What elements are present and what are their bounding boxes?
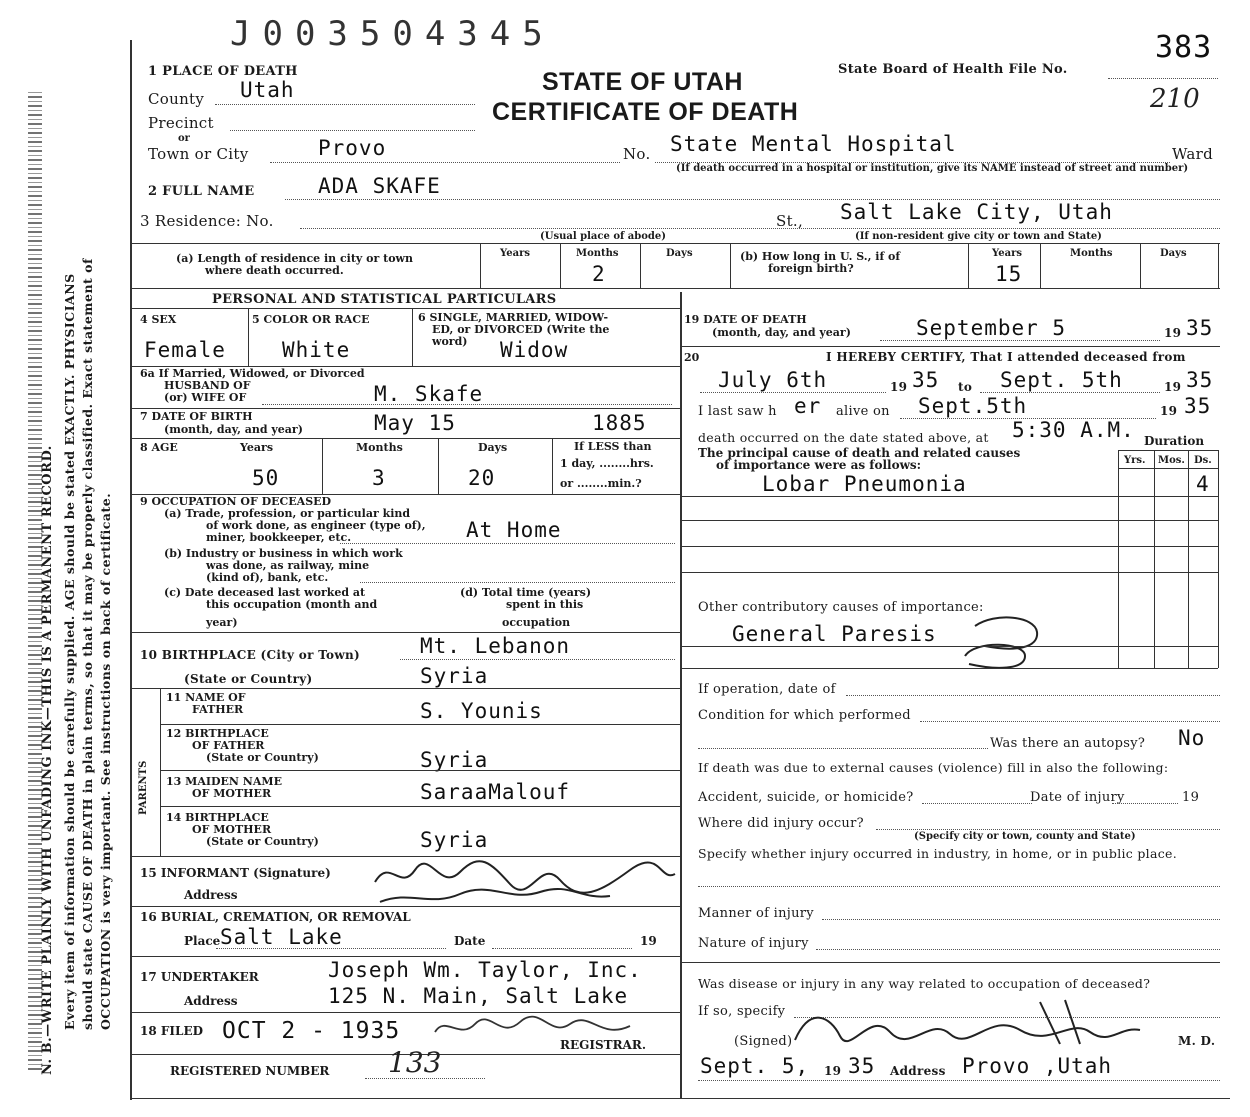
age-months-label: Months (356, 441, 403, 454)
registered-value: 133 (388, 1046, 442, 1079)
age-years-value: 50 (252, 466, 280, 490)
accident-line (922, 803, 1032, 804)
res-col-7 (1140, 243, 1141, 288)
usual-abode-note: (Usual place of abode) (540, 231, 666, 242)
sex-col (248, 308, 249, 366)
age-col-1 (322, 438, 323, 494)
nature-label: Nature of injury (698, 936, 809, 951)
alive-label: alive on (836, 404, 890, 419)
occupation-d3: occupation (502, 616, 571, 629)
res-col-1 (480, 243, 481, 288)
condition-label: Condition for which performed (698, 708, 911, 723)
row-rule-6 (130, 688, 680, 689)
foreign-months-header: Months (1070, 248, 1113, 259)
occupation-heading: 9 OCCUPATION OF DECEASED (140, 495, 332, 508)
duration-yrs: Yrs. (1124, 455, 1146, 466)
certify-from-line (700, 392, 886, 393)
occupation-a1: (a) Trade, profession, or particular kind (164, 507, 411, 520)
age-label: 8 AGE (140, 441, 178, 454)
occupation-value: At Home (466, 518, 562, 542)
burial-place-value: Salt Lake (220, 925, 343, 949)
undertaker-address-label: Address (184, 994, 238, 1008)
years-header: Years (500, 248, 531, 259)
age-col-3 (552, 438, 553, 494)
parents-side-label: PARENTS (138, 760, 149, 815)
personal-heading-rule (130, 308, 680, 309)
left-border (130, 40, 132, 1100)
parents-rule-2 (160, 770, 680, 771)
town-line (270, 162, 620, 163)
row-rule-2 (130, 408, 680, 409)
state-title: STATE OF UTAH (542, 68, 743, 96)
duration-col-2 (1154, 450, 1155, 668)
occupation-b1: (b) Industry or business in which work (164, 547, 403, 560)
county-label: County (148, 90, 205, 108)
personal-heading: PERSONAL AND STATISTICAL PARTICULARS (212, 292, 557, 307)
certify-text: I HEREBY CERTIFY, That I attended deceased from (826, 350, 1186, 364)
father-name-value: S. Younis (420, 699, 543, 723)
side-note-1: N. B.—WRITE PLAINLY WITH UNFADING INK—THIS IS A PERMANENT RECORD. (40, 445, 55, 1075)
operation-date-line (846, 695, 1220, 696)
cause-value: Lobar Pneumonia (762, 472, 967, 496)
months-header: Months (576, 248, 619, 259)
res-col-8 (1218, 243, 1219, 288)
cause-days-value: 4 (1196, 472, 1210, 496)
external-intro: If death was due to external causes (violence) fill in also the following: (698, 760, 1169, 775)
foreign-years-header: Years (992, 248, 1023, 259)
certify-to-label: to (958, 380, 973, 394)
filed-label: 18 FILED (140, 1024, 203, 1038)
occupation-d2: spent in this (506, 598, 584, 611)
spouse-label-b: HUSBAND OF (164, 379, 251, 392)
age-months-value: 3 (372, 466, 386, 490)
death-date-label-b: (month, day, and year) (712, 326, 851, 339)
injury-date-label: Date of injury (1030, 790, 1125, 805)
top-right-number: 383 (1155, 30, 1213, 65)
age-days-value: 20 (468, 466, 496, 490)
duration-mos: Mos. (1158, 455, 1185, 466)
side-note-4: OCCUPATION is very important. See instructions on back of certificate. (98, 492, 113, 1030)
autopsy-lead-line (698, 748, 988, 749)
duration-head-rule (1118, 468, 1218, 469)
informant-address-label: Address (184, 888, 238, 902)
certify-to-year: 35 (1186, 368, 1214, 392)
full-name-value: ADA SKAFE (318, 174, 441, 198)
res-col-5 (968, 243, 969, 288)
sex-label: 4 SEX (140, 313, 177, 326)
side-margin (0, 0, 130, 1117)
contrib-annotation (955, 612, 1045, 670)
informant-signature (370, 852, 680, 908)
occurred-label: death occurred on the date stated above, at (698, 430, 989, 445)
spouse-value: M. Skafe (374, 382, 484, 406)
injury-year-label: 19 (1182, 790, 1200, 805)
town-value: Provo (318, 136, 387, 160)
death-time: 5:30 A.M. (1012, 418, 1135, 442)
manner-label: Manner of injury (698, 906, 814, 921)
residence-st-label: St., (776, 212, 804, 230)
residence-line (300, 228, 1220, 229)
occupation-a3: miner, bookkeeper, etc. (206, 531, 352, 544)
accident-label: Accident, suicide, or homicide? (698, 790, 914, 805)
marital-label-a: 6 SINGLE, MARRIED, WIDOW- (418, 311, 609, 324)
cause-rule-3 (680, 546, 1218, 547)
nonresident-note: (If non-resident give city or town and State) (855, 231, 1102, 242)
burial-place-line (216, 948, 446, 949)
death-year-value: 35 (1186, 316, 1214, 340)
town-label: Town or City (148, 145, 249, 163)
father-bp-label-b: OF FATHER (192, 739, 265, 752)
cause-rule-2 (680, 520, 1218, 521)
birthplace-state-label: (State or Country) (184, 672, 313, 686)
certify-from-year: 35 (912, 368, 940, 392)
right-rule-1 (680, 346, 1220, 347)
file-no-line (1108, 78, 1218, 79)
side-note-2: Every item of information should be carefully supplied. AGE should be stated EXACTLY. PHYSICIANS (62, 273, 77, 1030)
spouse-line (262, 404, 672, 405)
right-rule-2 (680, 962, 1220, 963)
signature-address: Provo ,Utah (962, 1054, 1113, 1078)
county-value: Utah (240, 78, 295, 102)
age-years-label: Years (240, 441, 274, 454)
parents-rule-3 (160, 806, 680, 807)
specify-label: Specify whether injury occurred in industry, in home, or in public place. (698, 846, 1177, 861)
occupation-c3: year) (206, 616, 238, 629)
birth-date-label-b: (month, day, and year) (164, 423, 303, 436)
last-saw-fill: er (794, 394, 822, 418)
occupation-b2: was done, as railway, mine (206, 559, 370, 572)
length-label-b: where death occurred. (205, 264, 344, 277)
age-less-b: 1 day, ........hrs. (560, 457, 654, 470)
father-bp-value: Syria (420, 748, 489, 772)
mother-bp-value: Syria (420, 828, 489, 852)
undertaker-label: 17 UNDERTAKER (140, 970, 259, 984)
manner-line (822, 919, 1220, 920)
institution-value: State Mental Hospital (670, 132, 957, 156)
registrar-label: REGISTRAR. (560, 1038, 647, 1052)
signature-date: Sept. 5, (700, 1054, 810, 1078)
injury-date-line (1112, 803, 1178, 804)
last-saw-year: 35 (1184, 394, 1212, 418)
occ-related-label: Was disease or injury in any way related to occupation of deceased? (698, 976, 1151, 991)
where-line (876, 829, 1220, 830)
residence-box-bottom (130, 288, 1220, 289)
undertaker-address: 125 N. Main, Salt Lake (328, 984, 629, 1008)
contrib-label: Other contributory causes of importance: (698, 600, 984, 615)
length-months-value: 2 (592, 262, 606, 286)
spouse-label-c: (or) WIFE OF (164, 391, 247, 404)
condition-line (920, 721, 1220, 722)
death-year-prefix: 19 (1164, 326, 1182, 340)
foreign-label-b: foreign birth? (768, 262, 854, 275)
spouse-label-a: 6a If Married, Widowed, or Divorced (140, 367, 365, 380)
death-date-line (880, 340, 1160, 341)
row-rule-5 (130, 632, 680, 633)
certify-from: July 6th (718, 368, 828, 392)
parents-rule-1 (160, 724, 680, 725)
birthplace-label: 10 BIRTHPLACE (City or Town) (140, 648, 360, 662)
birthplace-city: Mt. Lebanon (420, 634, 571, 658)
birthplace-country: Syria (420, 664, 489, 688)
birth-date-label-a: 7 DATE OF BIRTH (140, 410, 253, 423)
serial-number: J003504345 (230, 14, 555, 54)
certify-from-year-prefix: 19 (890, 380, 908, 394)
birth-date-value: May 15 (374, 411, 456, 435)
duration-col-1 (1118, 450, 1119, 668)
last-saw-label: I last saw h (698, 404, 777, 419)
age-less-a: If LESS than (574, 440, 652, 453)
md-label: M. D. (1178, 1034, 1216, 1048)
registered-label: REGISTERED NUMBER (170, 1064, 330, 1078)
ward-label: Ward (1172, 145, 1214, 163)
nature-line (816, 949, 1220, 950)
marital-label-b: ED, or DIVORCED (Write the (432, 323, 610, 336)
death-date-value: September 5 (916, 316, 1067, 340)
undertaker-value: Joseph Wm. Taylor, Inc. (328, 958, 642, 982)
res-col-4 (730, 243, 731, 288)
hospital-note: (If death occurred in a hospital or institution, give its NAME instead of street and number) (676, 163, 1189, 174)
age-days-label: Days (478, 441, 508, 454)
mother-name-label-a: 13 MAIDEN NAME (166, 775, 282, 788)
where-note: (Specify city or town, county and State) (914, 831, 1136, 842)
cause-rule-6 (680, 668, 1218, 669)
occupation-line-b (360, 582, 675, 583)
center-divider (680, 292, 682, 1098)
specify-line (698, 886, 1220, 887)
duration-col-3 (1188, 450, 1189, 668)
death-date-label-a: 19 DATE OF DEATH (684, 313, 807, 326)
row-rule-9 (130, 956, 680, 957)
cause-rule-4 (680, 572, 1218, 573)
autopsy-label: Was there an autopsy? (990, 736, 1146, 751)
full-name-label: 2 FULL NAME (148, 184, 255, 199)
age-col-2 (438, 438, 439, 494)
row-rule-3 (130, 438, 680, 439)
father-name-label-a: 11 NAME OF (166, 691, 246, 704)
certificate-title: CERTIFICATE OF DEATH (492, 98, 799, 126)
duration-ds: Ds. (1194, 455, 1212, 466)
foreign-years-value: 15 (995, 262, 1023, 286)
residence-value: Salt Lake City, Utah (840, 200, 1113, 224)
occupation-a2: of work done, as engineer (type of), (206, 519, 426, 532)
side-note-3: should state CAUSE OF DEATH in plain terms, so that it may be properly classified. Exact statement of (80, 258, 95, 1030)
signature-year-prefix: 19 (824, 1064, 842, 1078)
mother-bp-label-c: (State or Country) (206, 835, 319, 848)
bottom-border (130, 1098, 1230, 1099)
informant-label: 15 INFORMANT (Signature) (140, 866, 331, 880)
cause-label-b: of importance were as follows: (716, 458, 922, 472)
foreign-label-a: (b) How long in U. S., if of (740, 250, 901, 263)
burial-place-label: Place (184, 934, 221, 948)
father-bp-label-c: (State or Country) (206, 751, 319, 764)
last-saw-year-prefix: 19 (1160, 404, 1178, 418)
cause-rule-1 (680, 496, 1218, 497)
or-label: or (178, 133, 190, 144)
mother-bp-label-b: OF MOTHER (192, 823, 272, 836)
where-label: Where did injury occur? (698, 816, 864, 831)
signature-address-label: Address (890, 1064, 946, 1078)
contrib-value: General Paresis (732, 622, 937, 646)
res-col-3 (640, 243, 641, 288)
no-label: No. (623, 145, 651, 163)
filed-value: OCT 2 - 1935 (222, 1018, 401, 1044)
mother-name-value: SaraaMalouf (420, 780, 571, 804)
color-label: 5 COLOR OR RACE (252, 313, 370, 326)
res-col-6 (1040, 243, 1041, 288)
father-bp-label-a: 12 BIRTHPLACE (166, 727, 269, 740)
foreign-days-header: Days (1160, 248, 1187, 259)
residence-box-top (130, 243, 1220, 244)
sex-value: Female (144, 338, 226, 362)
file-no-label: State Board of Health File No. (838, 62, 1068, 77)
parents-col (160, 688, 161, 856)
res-col-2 (560, 243, 561, 288)
certify-num: 20 (684, 351, 700, 364)
certify-to: Sept. 5th (1000, 368, 1123, 392)
signed-label: (Signed) (734, 1034, 793, 1049)
registered-line (365, 1078, 485, 1079)
signature-line (698, 1080, 1220, 1081)
age-less-c: or ........min.? (560, 477, 642, 490)
burial-label: 16 BURIAL, CREMATION, OR REMOVAL (140, 910, 411, 924)
burial-year-label: 19 (640, 934, 657, 948)
occupation-b3: (kind of), bank, etc. (206, 571, 329, 584)
residence-label: 3 Residence: No. (140, 212, 274, 230)
color-value: White (282, 338, 351, 362)
precinct-line (230, 130, 475, 131)
last-saw-value: Sept.5th (918, 394, 1028, 418)
duration-top (1118, 450, 1218, 451)
burial-date-line (492, 948, 632, 949)
cause-label-a: The principal cause of death and related causes (698, 446, 1021, 460)
file-no-value: 210 (1150, 84, 1200, 114)
autopsy-value: No (1178, 726, 1206, 750)
operation-date-label: If operation, date of (698, 682, 836, 697)
birthplace-city-line (400, 659, 675, 660)
duration-label: Duration (1144, 434, 1205, 448)
signature-year: 35 (848, 1054, 876, 1078)
occupation-d1: (d) Total time (years) (460, 586, 592, 599)
occupation-c1: (c) Date deceased last worked at (164, 586, 366, 599)
mother-name-label-b: OF MOTHER (192, 787, 272, 800)
certify-to-year-prefix: 19 (1164, 380, 1182, 394)
duration-col-4 (1218, 450, 1219, 668)
birth-year-value: 1885 (592, 411, 647, 435)
cause-rule-5 (680, 646, 1218, 647)
county-line (215, 104, 475, 105)
mother-bp-label-a: 14 BIRTHPLACE (166, 811, 269, 824)
occupation-line-a (340, 543, 675, 544)
certify-to-line (980, 392, 1160, 393)
row-rule-8 (130, 906, 680, 907)
physician-signature (790, 996, 1150, 1052)
occupation-c2: this occupation (month and (206, 598, 378, 611)
length-label-a: (a) Length of residence in city or town (176, 252, 414, 265)
ifso-label: If so, specify (698, 1004, 786, 1019)
marital-value: Widow (500, 338, 569, 362)
place-of-death-heading: 1 PLACE OF DEATH (148, 64, 298, 79)
burial-date-label: Date (454, 934, 486, 948)
color-col (412, 308, 413, 366)
marital-label-c: word) (432, 335, 468, 348)
father-name-label-b: FATHER (192, 703, 244, 716)
days-header: Days (666, 248, 693, 259)
precinct-label: Precinct (148, 114, 214, 132)
